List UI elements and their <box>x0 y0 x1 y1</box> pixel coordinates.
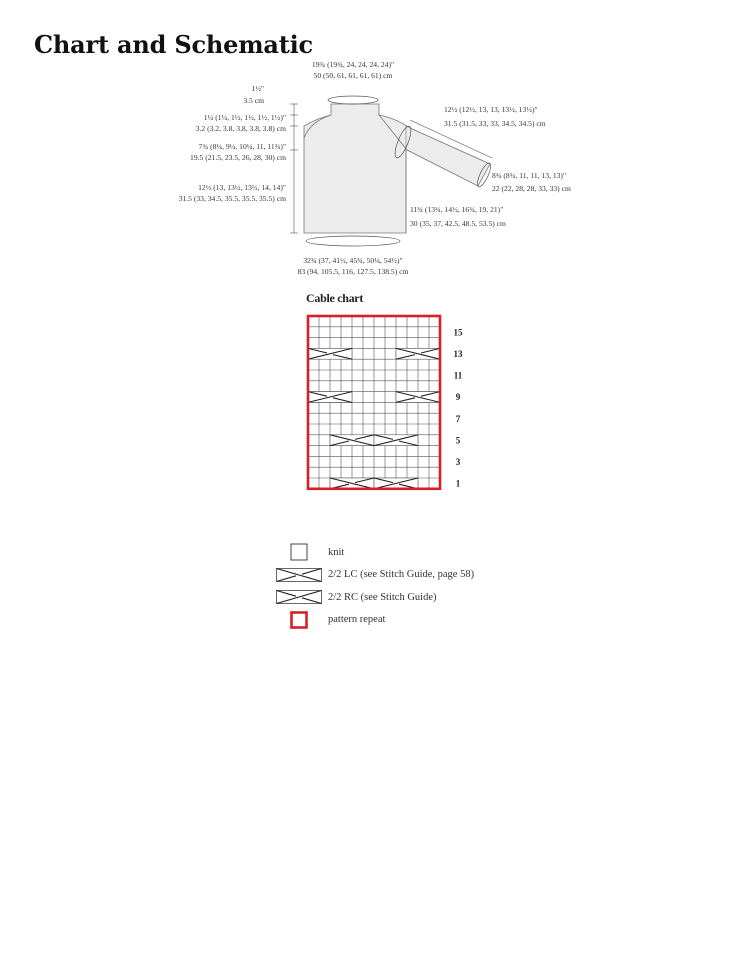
row-label: 1 <box>455 478 461 489</box>
legend-label-repeat: pattern repeat <box>328 614 386 626</box>
legend-label-rc: 2/2 RC (see Stitch Guide) <box>328 591 437 603</box>
knit-square-icon <box>290 543 308 561</box>
body-length-inches: 12½ (13, 13½, 13½, 14, 14)" <box>198 183 286 192</box>
cable-chart <box>298 308 468 498</box>
right-cross-cable-icon <box>276 590 322 604</box>
row-label: 15 <box>453 327 463 338</box>
shoulder-inches: 1¼ (1¼, 1½, 1½, 1½, 1½)" <box>203 113 286 122</box>
neck-depth-cm: 3.5 cm <box>243 96 264 105</box>
row-label: 5 <box>455 435 461 446</box>
neck-depth-inches: 1½" <box>251 84 264 93</box>
row-label: 7 <box>455 413 461 424</box>
body-length-cm: 31.5 (33, 34.5, 35.5, 35.5, 35.5) cm <box>178 194 286 203</box>
row-label: 9 <box>455 392 461 403</box>
neck-circumference-arrow <box>328 96 378 104</box>
cuff-cm: 22 (22, 28, 28, 33, 33) cm <box>492 184 571 193</box>
hem-circumference-arrow <box>306 236 400 246</box>
upper-arm-inches: 11¾ (13¾, 14½, 16¾, 19, 21)" <box>410 205 504 214</box>
legend-label-lc: 2/2 LC (see Stitch Guide, page 58) <box>328 569 475 581</box>
cuff-inches: 8¾ (8¾, 11, 11, 13, 13)" <box>492 171 567 180</box>
yoke-depth-cm: 19.5 (21.5, 23.5, 26, 28, 30) cm <box>190 153 286 162</box>
left-cross-cable-icon <box>276 568 322 582</box>
legend-item-rc <box>270 586 530 609</box>
chart-legend <box>270 541 530 631</box>
neck-width-inches: 19¾ (19¾, 24, 24, 24, 24)" <box>311 60 395 69</box>
row-label: 3 <box>455 457 461 467</box>
legend-item-lc <box>270 564 530 587</box>
page-title: Chart and Schematic <box>34 30 313 59</box>
cable-chart-title: Cable chart <box>306 291 364 305</box>
hem-inches: 32¾ (37, 41½, 45¾, 50¼, 54½)" <box>303 256 403 265</box>
sweater-schematic <box>160 58 590 283</box>
shoulder-cm: 3.2 (3.2, 3.8, 3.8, 3.8, 3.8) cm <box>195 124 286 133</box>
row-label: 13 <box>453 349 463 359</box>
legend-item-knit <box>270 541 530 564</box>
yoke-depth-inches: 7¾ (8¼, 9¼, 10¼, 11, 11¾)" <box>198 142 286 151</box>
legend-label-knit: knit <box>328 546 345 558</box>
legend-item-repeat <box>270 609 530 632</box>
sleeve-length-cm: 31.5 (31.5, 33, 33, 34.5, 34.5) cm <box>444 119 546 128</box>
pattern-repeat-icon <box>290 611 308 629</box>
upper-arm-cm: 30 (35, 37, 42.5, 48.5, 53.5) cm <box>410 219 506 228</box>
neck-width-cm: 50 (50, 61, 61, 61, 61) cm <box>313 71 393 80</box>
row-label: 11 <box>453 370 463 381</box>
sleeve-length-inches: 12½ (12½, 13, 13, 13½, 13½)" <box>444 105 538 114</box>
hem-cm: 83 (94, 105.5, 116, 127.5, 138.5) cm <box>297 267 409 276</box>
